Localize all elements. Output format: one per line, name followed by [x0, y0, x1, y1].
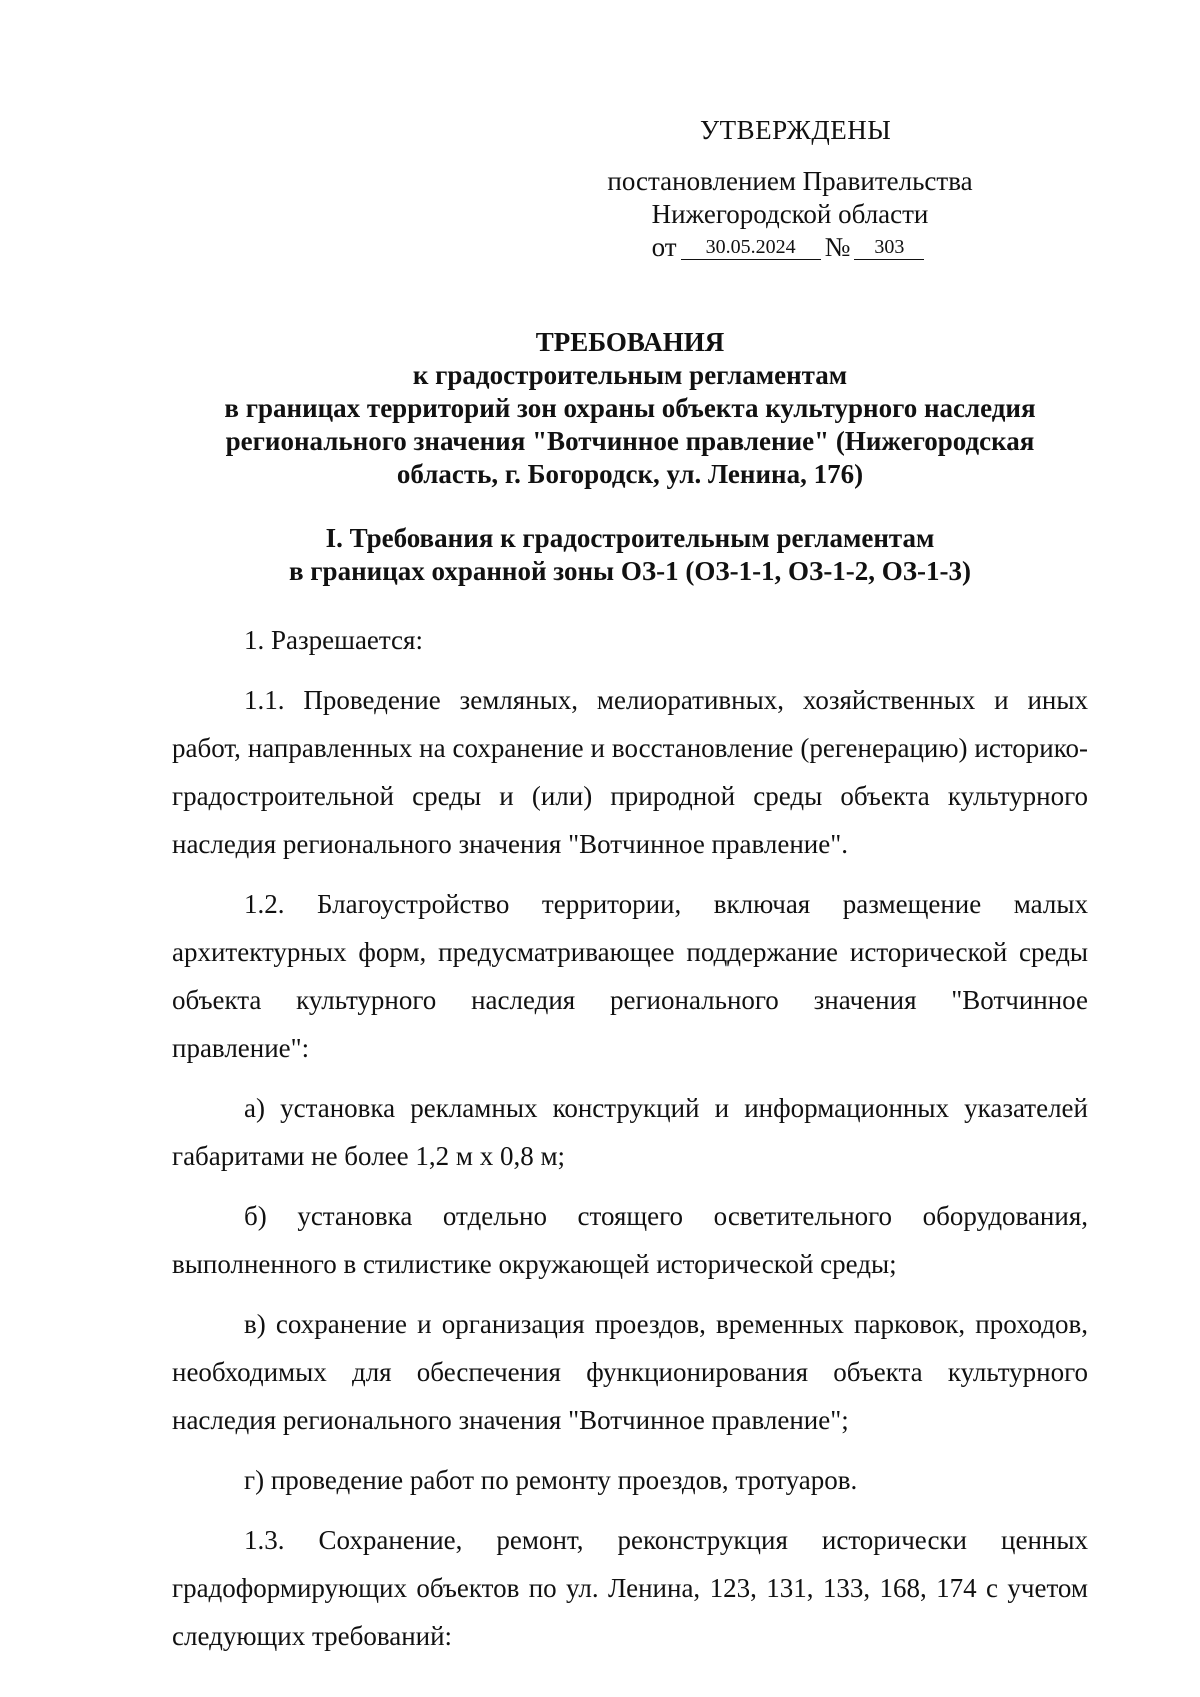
paragraph: 1. Разрешается:	[244, 625, 423, 655]
title-line: в границах территорий зон охраны объекта культурного наследия	[224, 393, 1036, 423]
paragraph: г) проведение работ по ремонту проездов, тротуаров.	[244, 1465, 858, 1495]
paragraph: 1.2. Благоустройство территории, включая размещение малых архитектурных форм, предусматривающее поддержание исторической среды объекта культурного наследия регионального значения "Вотчинное правление":	[172, 889, 1088, 1063]
approval-block	[600, 165, 980, 264]
from-label: от	[651, 232, 677, 262]
title-line: область, г. Богородск, ул. Ленина, 176)	[396, 459, 864, 489]
approval-heading: УТВЕРЖДЕНЫ	[700, 115, 892, 145]
approval-date-line	[652, 231, 929, 264]
approval-date: 30.05.2024	[681, 235, 821, 260]
section-heading-line: в границах охранной зоны ОЗ-1 (ОЗ-1-1, ОЗ-1-2, ОЗ-1-3)	[288, 556, 972, 586]
paragraph: в) сохранение и организация проездов, временных парковок, проходов, необходимых для обеспечения функционирования объекта культурного наследия регионального значения "Вотчинное правление";	[172, 1309, 1088, 1435]
paragraph: а) установка рекламных конструкций и информационных указателей габаритами не более 1,2 м x 0,8 м;	[172, 1093, 1088, 1171]
number-label: №	[824, 232, 851, 262]
paragraph: 1.3. Сохранение, ремонт, реконструкция исторически ценных градоформирующих объектов по ул. Ленина, 123, 131, 133, 168, 174 с учетом следующих требований:	[172, 1525, 1088, 1651]
approval-line-1: постановлением Правительства	[607, 166, 973, 196]
title-line: регионального значения "Вотчинное правление" (Нижегородская	[225, 426, 1035, 456]
paragraph: 1.1. Проведение земляных, мелиоративных, хозяйственных и иных работ, направленных на сохранение и восстановление (регенерацию) историко-градостроительной среды и (или) природной среды объекта культурного наследия регионального значения "Вотчинное правление".	[172, 685, 1088, 859]
section-heading-line: I. Требования к градостроительным регламентам	[325, 523, 935, 553]
section-heading	[170, 522, 1090, 588]
document-body	[172, 616, 1088, 1672]
approval-number: 303	[854, 235, 924, 260]
paragraph: б) установка отдельно стоящего осветительного оборудования, выполненного в стилистике окружающей исторической среды;	[172, 1201, 1088, 1279]
title-line: к градостроительным регламентам	[412, 360, 848, 390]
title-main: ТРЕБОВАНИЯ	[535, 327, 725, 357]
document-title	[170, 326, 1090, 491]
approval-line-2: Нижегородской области	[651, 199, 929, 229]
